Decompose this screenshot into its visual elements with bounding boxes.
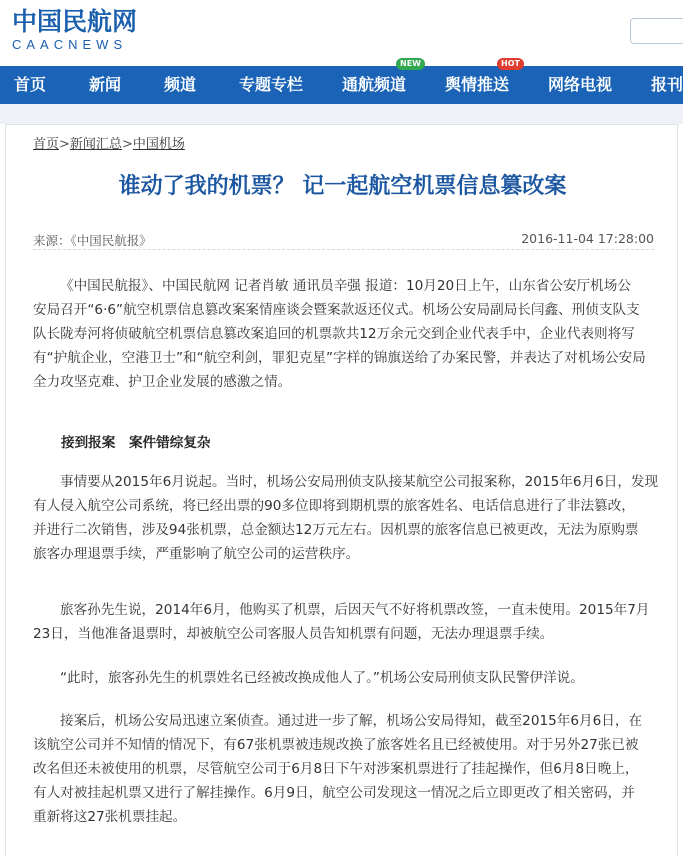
- article-title: 谁动了我的机票？ 记一起航空机票信息篡改案: [118, 174, 567, 199]
- site-header: [0, 0, 683, 66]
- article-panel: [5, 124, 678, 855]
- article-date: 2016-11-04 17:28:00: [521, 231, 654, 246]
- text-line: 队长陇寿河将侦破航空机票信息篡改案追回的机票款共12万余元交到企业代表手中，企业代表则将写: [33, 326, 635, 342]
- text-line: 改名但还未被使用的机票，尽管航空公司于6月8日下午对涉案机票进行了挂起操作，但6月8日晚上，: [33, 761, 639, 777]
- nav-item-public-opinion-label: 舆情推送: [445, 75, 510, 94]
- breadcrumb-separator: >: [59, 137, 70, 152]
- article-meta: [33, 231, 654, 249]
- logo-text-en: CAACNEWS: [12, 37, 128, 52]
- text-line: 接案后，机场公安局迅速立案侦查。通过进一步了解，机场公安局得知，截至2015年6月6日，在: [60, 713, 643, 729]
- article-paragraph-2: [33, 470, 660, 566]
- text-line: 安局召开“6·6”航空机票信息篡改案案情座谈会暨案款返还仪式。机场公安局副局长闫鑫、刑侦支队支: [33, 302, 640, 318]
- text-line: 并进行二次销售，涉及94张机票，总金额达12万元左右。因机票的旅客信息已被更改，无法为原购票: [33, 522, 639, 538]
- text-line: 旅客办理退票手续，严重影响了航空公司的运营秩序。: [33, 546, 360, 562]
- logo-text-cn: 中国民航网: [12, 7, 138, 36]
- article-paragraph-4: [33, 666, 660, 690]
- text-line: 该航空公司并不知情的情况下，有67张机票被违规改换了旅客姓名且已经被使用。对于另外27张已被: [33, 737, 639, 753]
- text-line: 有“护航企业，空港卫士”和“航空利剑，罪犯克星”字样的锦旗送给了办案民警，并表达了对机场公安局: [33, 350, 646, 366]
- nav-item-home[interactable]: 首页: [14, 75, 47, 94]
- article-paragraph-3: [33, 598, 660, 646]
- breadcrumb-separator: >: [121, 137, 133, 152]
- nav-item-channels[interactable]: 频道: [164, 75, 197, 94]
- text-line: 旅客孙先生说，2014年6月，他购买了机票，后因天气不好将机票改签，一直未使用。2015年7月: [60, 602, 650, 618]
- nav-item-general-aviation[interactable]: [342, 59, 421, 104]
- text-line: 事情要从2015年6月说起。当时，机场公安局刑侦支队接某航空公司报案称，2015年6月6日，发现: [60, 474, 659, 490]
- nav-item-general-aviation-label: 通航频道: [342, 75, 407, 94]
- text-line: 《中国民航报》、中国民航网 记者肖敏 通讯员辛强 报道：10月20日上午，山东省公安厅机场公: [60, 278, 631, 294]
- breadcrumb: [33, 133, 185, 152]
- article-source: 来源：《中国民航报》: [33, 233, 152, 248]
- nav-item-news[interactable]: 新闻: [89, 75, 122, 94]
- breadcrumb-home[interactable]: 首页: [33, 137, 60, 152]
- text-line: 23日，当他准备退票时，却被航空公司客服人员告知机票有问题，无法办理退票手续。: [33, 626, 554, 642]
- text-line: 全力攻坚克难、护卫企业发展的感激之情。: [33, 374, 292, 390]
- search-input[interactable]: [630, 18, 683, 44]
- site-logo[interactable]: [12, 8, 137, 53]
- divider: [33, 249, 654, 250]
- nav-item-web-tv[interactable]: 网络电视: [548, 75, 613, 94]
- main-nav: [0, 59, 683, 104]
- text-line: 有人对被挂起机票又进行了解挂操作。6月9日，航空公司发现这一情况之后立即更改了相关密码，并: [33, 785, 635, 801]
- breadcrumb-china-airports[interactable]: 中国机场: [132, 137, 185, 152]
- nav-item-topics[interactable]: 专题专栏: [239, 75, 304, 94]
- hot-badge: HOT: [497, 58, 524, 70]
- text-line: 重新将这27张机票挂起。: [33, 809, 187, 825]
- text-line: 有人侵入航空公司系统，将已经出票的90多位即将到期机票的旅客姓名、电话信息进行了非法篡改，: [33, 498, 635, 514]
- text-line: “此时，旅客孙先生的机票姓名已经被改换成他人了。”机场公安局刑侦支队民警伊洋说。: [60, 670, 584, 686]
- article-paragraph-5: [33, 709, 660, 829]
- new-badge: NEW: [396, 58, 425, 70]
- nav-item-newspaper[interactable]: 报刊: [651, 75, 683, 94]
- article-subheading: 接到报案 案件错综复杂: [61, 435, 211, 451]
- article-paragraph-1: [33, 274, 660, 394]
- nav-item-public-opinion[interactable]: [445, 59, 520, 104]
- page-background: [0, 104, 683, 124]
- breadcrumb-news-summary[interactable]: 新闻汇总: [69, 137, 122, 152]
